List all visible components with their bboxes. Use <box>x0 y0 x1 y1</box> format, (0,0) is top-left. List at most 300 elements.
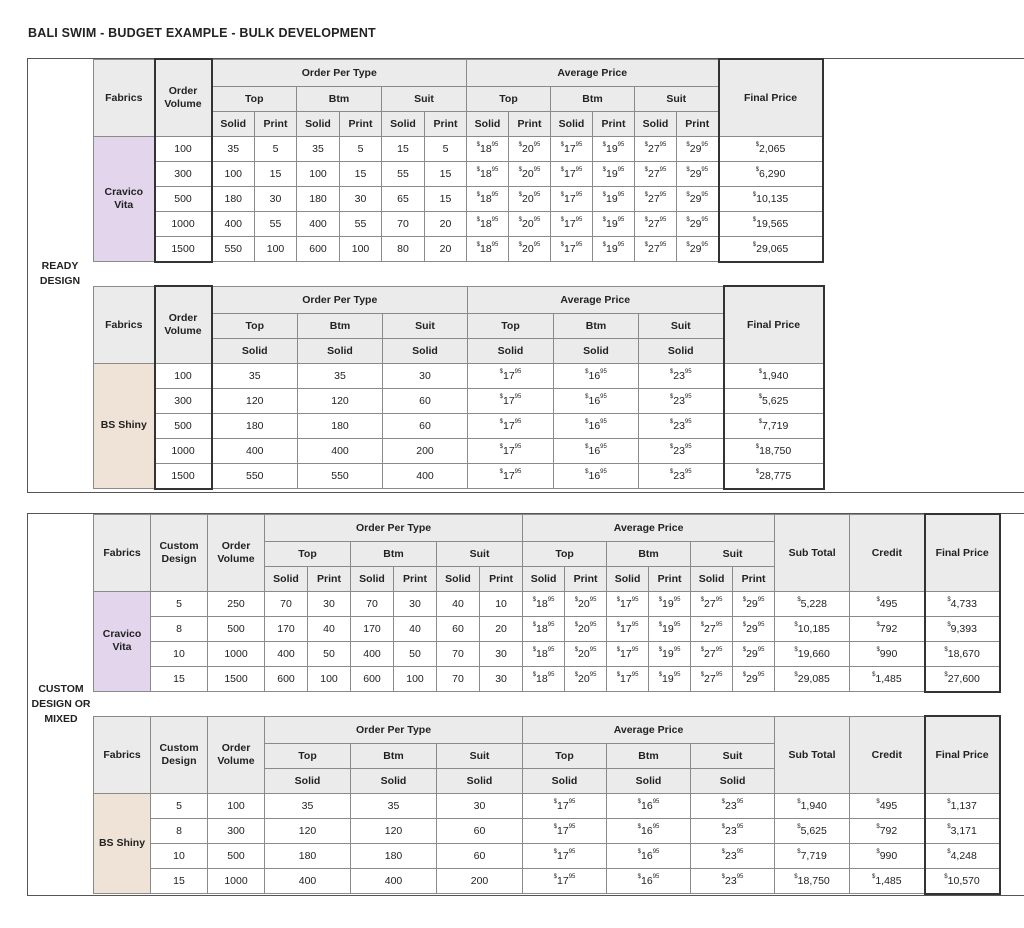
solid-header: Solid <box>351 566 394 591</box>
top-header: Top <box>212 86 297 111</box>
sub-total-cell: $7,719 <box>775 843 850 868</box>
order-volume-cell: 500 <box>208 616 265 641</box>
average-price-cell: $^{\$}17^{95}$ <box>523 793 607 818</box>
average-price-cell: $^{\$}23^{95}$ <box>691 843 775 868</box>
sub-total-cell: $5,228 <box>775 591 850 616</box>
average-price-cell: $^{\$}19^{95}$ <box>649 641 691 666</box>
order-qty-cell: 30 <box>480 666 523 692</box>
order-volume-cell: 1000 <box>155 211 212 236</box>
order-qty-cell: 120 <box>298 388 383 413</box>
order-qty-cell: 80 <box>382 236 425 262</box>
average-price-cell: $^{\$}17^{95}$ <box>468 463 554 489</box>
order-qty-cell: 100 <box>297 161 340 186</box>
order-qty-cell: 35 <box>298 363 383 388</box>
print-header: Print <box>677 111 719 136</box>
average-price-cell: $^{\$}17^{95}$ <box>551 186 593 211</box>
average-price-cell: $^{\$}29^{95}$ <box>733 616 775 641</box>
order-volume-cell: 500 <box>208 843 265 868</box>
order-qty-cell: 400 <box>351 868 437 894</box>
order-qty-cell: 60 <box>437 616 480 641</box>
solid-header: Solid <box>298 338 383 363</box>
average-price-cell: $^{\$}18^{95}$ <box>467 211 509 236</box>
order-qty-cell: 40 <box>394 616 437 641</box>
top-header: Top <box>467 86 551 111</box>
average-price-cell: $^{\$}27^{95}$ <box>635 161 677 186</box>
average-price-cell: $^{\$}20^{95}$ <box>565 666 607 692</box>
final-price-cell: $9,393 <box>925 616 1000 641</box>
average-price-cell: $^{\$}18^{95}$ <box>523 616 565 641</box>
solid-header: Solid <box>607 566 649 591</box>
average-price-cell: $^{\$}29^{95}$ <box>677 211 719 236</box>
order-qty-cell: 15 <box>425 161 467 186</box>
order-qty-cell: 400 <box>265 868 351 894</box>
table-row <box>94 666 1000 692</box>
btm-header: Btm <box>607 541 691 566</box>
sub-total-cell: $5,625 <box>775 818 850 843</box>
average-price-cell: $^{\$}18^{95}$ <box>467 236 509 262</box>
average-price-cell: $^{\$}18^{95}$ <box>523 591 565 616</box>
table-row <box>94 388 824 413</box>
average-price-cell: $^{\$}16^{95}$ <box>607 793 691 818</box>
average-price-cell: $^{\$}18^{95}$ <box>467 161 509 186</box>
custom-design-cell: 8 <box>151 616 208 641</box>
order-qty-cell: 5 <box>340 136 382 161</box>
solid-header: Solid <box>607 768 691 793</box>
table-row <box>94 363 824 388</box>
order-volume-header: Order Volume <box>208 716 265 793</box>
solid-header: Solid <box>297 111 340 136</box>
fabrics-header: Fabrics <box>94 286 155 363</box>
solid-header: Solid <box>265 566 308 591</box>
order-qty-cell: 60 <box>383 388 468 413</box>
order-volume-cell: 300 <box>155 388 212 413</box>
average-price-cell: $^{\$}17^{95}$ <box>523 818 607 843</box>
order-qty-cell: 200 <box>383 438 468 463</box>
average-price-cell: $^{\$}20^{95}$ <box>565 591 607 616</box>
fabrics-header: Fabrics <box>94 514 151 591</box>
custom-design-cell: 5 <box>151 591 208 616</box>
page-title: BALI SWIM - BUDGET EXAMPLE - BULK DEVELOPMENT <box>28 26 376 40</box>
btm-header: Btm <box>297 86 382 111</box>
average-price-cell: $^{\$}27^{95}$ <box>635 211 677 236</box>
custom-design-cell: 10 <box>151 843 208 868</box>
order-qty-cell: 550 <box>298 463 383 489</box>
average-price-header: Average Price <box>467 59 719 86</box>
final-price-header: Final Price <box>925 716 1000 793</box>
final-price-cell: $2,065 <box>719 136 823 161</box>
order-volume-header: Order Volume <box>155 286 212 363</box>
order-qty-cell: 15 <box>340 161 382 186</box>
order-volume-header: Order Volume <box>155 59 212 136</box>
credit-cell: $1,485 <box>850 868 925 894</box>
print-header: Print <box>509 111 551 136</box>
order-qty-cell: 120 <box>351 818 437 843</box>
average-price-cell: $^{\$}29^{95}$ <box>677 161 719 186</box>
order-qty-cell: 200 <box>437 868 523 894</box>
average-price-cell: $^{\$}16^{95}$ <box>554 363 639 388</box>
average-price-cell: $^{\$}19^{95}$ <box>593 211 635 236</box>
average-price-cell: $^{\$}17^{95}$ <box>468 363 554 388</box>
print-header: Print <box>649 566 691 591</box>
order-qty-cell: 70 <box>437 641 480 666</box>
suit-header: Suit <box>691 743 775 768</box>
order-volume-cell: 250 <box>208 591 265 616</box>
average-price-cell: $^{\$}16^{95}$ <box>554 388 639 413</box>
average-price-cell: $^{\$}16^{95}$ <box>607 868 691 894</box>
final-price-cell: $19,565 <box>719 211 823 236</box>
credit-cell: $792 <box>850 616 925 641</box>
order-volume-cell: 100 <box>155 136 212 161</box>
print-header: Print <box>425 111 467 136</box>
solid-header: Solid <box>468 338 554 363</box>
average-price-cell: $^{\$}17^{95}$ <box>607 591 649 616</box>
solid-header: Solid <box>437 566 480 591</box>
final-price-header: Final Price <box>925 514 1000 591</box>
sub-total-header: Sub Total <box>775 514 850 591</box>
order-qty-cell: 60 <box>437 818 523 843</box>
order-volume-cell: 1000 <box>155 438 212 463</box>
average-price-cell: $^{\$}17^{95}$ <box>607 666 649 692</box>
order-qty-cell: 20 <box>480 616 523 641</box>
order-per-type-header: Order Per Type <box>265 716 523 743</box>
solid-header: Solid <box>212 111 255 136</box>
top-header: Top <box>212 313 298 338</box>
custom-design-cell: 8 <box>151 818 208 843</box>
average-price-cell: $^{\$}19^{95}$ <box>649 591 691 616</box>
average-price-cell: $^{\$}17^{95}$ <box>607 641 649 666</box>
top-header: Top <box>265 743 351 768</box>
order-volume-cell: 300 <box>155 161 212 186</box>
order-qty-cell: 70 <box>265 591 308 616</box>
table-row <box>94 136 823 161</box>
top-header: Top <box>468 313 554 338</box>
average-price-cell: $^{\$}23^{95}$ <box>691 793 775 818</box>
order-qty-cell: 15 <box>255 161 297 186</box>
ready-bs-shiny-table <box>93 285 825 490</box>
order-qty-cell: 15 <box>382 136 425 161</box>
order-volume-cell: 1500 <box>155 463 212 489</box>
average-price-cell: $^{\$}19^{95}$ <box>593 186 635 211</box>
fabric-name: BS Shiny <box>94 363 155 489</box>
average-price-cell: $^{\$}20^{95}$ <box>509 136 551 161</box>
order-qty-cell: 180 <box>212 186 255 211</box>
average-price-cell: $^{\$}16^{95}$ <box>554 438 639 463</box>
average-price-cell: $^{\$}17^{95}$ <box>551 236 593 262</box>
order-qty-cell: 550 <box>212 463 298 489</box>
order-per-type-header: Order Per Type <box>212 59 467 86</box>
order-qty-cell: 40 <box>437 591 480 616</box>
order-volume-cell: 100 <box>208 793 265 818</box>
table-row <box>94 868 1000 894</box>
average-price-cell: $^{\$}29^{95}$ <box>733 641 775 666</box>
average-price-cell: $^{\$}17^{95}$ <box>523 843 607 868</box>
credit-cell: $495 <box>850 793 925 818</box>
order-qty-cell: 35 <box>265 793 351 818</box>
average-price-cell: $^{\$}27^{95}$ <box>635 236 677 262</box>
final-price-cell: $18,750 <box>724 438 824 463</box>
ready-design-label: READY DESIGN <box>39 260 81 287</box>
final-price-cell: $1,137 <box>925 793 1000 818</box>
print-header: Print <box>733 566 775 591</box>
order-qty-cell: 180 <box>212 413 298 438</box>
btm-header: Btm <box>298 313 383 338</box>
order-qty-cell: 170 <box>351 616 394 641</box>
average-price-cell: $^{\$}20^{95}$ <box>509 236 551 262</box>
final-price-cell: $28,775 <box>724 463 824 489</box>
print-header: Print <box>255 111 297 136</box>
average-price-cell: $^{\$}16^{95}$ <box>554 413 639 438</box>
average-price-cell: $^{\$}17^{95}$ <box>523 868 607 894</box>
suit-header: Suit <box>639 313 724 338</box>
average-price-cell: $^{\$}29^{95}$ <box>677 136 719 161</box>
final-price-cell: $10,135 <box>719 186 823 211</box>
average-price-cell: $^{\$}29^{95}$ <box>677 236 719 262</box>
sub-total-cell: $1,940 <box>775 793 850 818</box>
average-price-cell: $^{\$}20^{95}$ <box>565 616 607 641</box>
table-row <box>94 186 823 211</box>
average-price-cell: $^{\$}27^{95}$ <box>691 641 733 666</box>
fabric-name: BS Shiny <box>94 793 151 894</box>
order-qty-cell: 50 <box>308 641 351 666</box>
average-price-cell: $^{\$}17^{95}$ <box>607 616 649 641</box>
order-volume-cell: 300 <box>208 818 265 843</box>
final-price-header: Final Price <box>724 286 824 363</box>
btm-header: Btm <box>351 541 437 566</box>
final-price-cell: $3,171 <box>925 818 1000 843</box>
average-price-header: Average Price <box>468 286 724 313</box>
average-price-cell: $^{\$}27^{95}$ <box>635 186 677 211</box>
order-qty-cell: 60 <box>383 413 468 438</box>
final-price-cell: $4,248 <box>925 843 1000 868</box>
print-header: Print <box>308 566 351 591</box>
final-price-cell: $6,290 <box>719 161 823 186</box>
order-qty-cell: 100 <box>394 666 437 692</box>
order-qty-cell: 600 <box>297 236 340 262</box>
btm-header: Btm <box>607 743 691 768</box>
credit-cell: $1,485 <box>850 666 925 692</box>
solid-header: Solid <box>635 111 677 136</box>
suit-header: Suit <box>383 313 468 338</box>
average-price-cell: $^{\$}16^{95}$ <box>607 818 691 843</box>
print-header: Print <box>340 111 382 136</box>
order-volume-cell: 500 <box>155 186 212 211</box>
order-qty-cell: 400 <box>212 211 255 236</box>
ready-cravico-table <box>93 58 824 263</box>
table-row <box>94 843 1000 868</box>
order-qty-cell: 35 <box>297 136 340 161</box>
average-price-cell: $^{\$}18^{95}$ <box>523 641 565 666</box>
average-price-cell: $^{\$}17^{95}$ <box>551 136 593 161</box>
order-qty-cell: 180 <box>351 843 437 868</box>
average-price-cell: $^{\$}18^{95}$ <box>467 186 509 211</box>
table-row <box>94 641 1000 666</box>
solid-header: Solid <box>467 111 509 136</box>
table-row <box>94 413 824 438</box>
order-qty-cell: 400 <box>297 211 340 236</box>
order-qty-cell: 100 <box>212 161 255 186</box>
custom-cravico-table <box>93 513 1001 693</box>
order-qty-cell: 35 <box>212 363 298 388</box>
order-qty-cell: 600 <box>265 666 308 692</box>
average-price-cell: $^{\$}27^{95}$ <box>635 136 677 161</box>
order-qty-cell: 400 <box>265 641 308 666</box>
order-qty-cell: 400 <box>298 438 383 463</box>
order-qty-cell: 550 <box>212 236 255 262</box>
solid-header: Solid <box>382 111 425 136</box>
order-qty-cell: 600 <box>351 666 394 692</box>
average-price-cell: $^{\$}23^{95}$ <box>639 413 724 438</box>
order-qty-cell: 400 <box>351 641 394 666</box>
credit-cell: $495 <box>850 591 925 616</box>
solid-header: Solid <box>691 566 733 591</box>
average-price-cell: $^{\$}23^{95}$ <box>639 438 724 463</box>
solid-header: Solid <box>523 566 565 591</box>
order-qty-cell: 70 <box>351 591 394 616</box>
average-price-cell: $^{\$}19^{95}$ <box>649 666 691 692</box>
order-qty-cell: 30 <box>383 363 468 388</box>
average-price-cell: $^{\$}16^{95}$ <box>607 843 691 868</box>
custom-design-cell: 5 <box>151 793 208 818</box>
order-qty-cell: 70 <box>437 666 480 692</box>
average-price-header: Average Price <box>523 514 775 541</box>
credit-header: Credit <box>850 514 925 591</box>
custom-design-header: Custom Design <box>151 716 208 793</box>
final-price-cell: $18,670 <box>925 641 1000 666</box>
order-qty-cell: 60 <box>437 843 523 868</box>
solid-header: Solid <box>639 338 724 363</box>
order-qty-cell: 35 <box>351 793 437 818</box>
order-volume-header: Order Volume <box>208 514 265 591</box>
average-price-cell: $^{\$}20^{95}$ <box>509 186 551 211</box>
table-row <box>94 616 1000 641</box>
order-qty-cell: 180 <box>265 843 351 868</box>
order-qty-cell: 70 <box>382 211 425 236</box>
order-qty-cell: 55 <box>382 161 425 186</box>
average-price-cell: $^{\$}18^{95}$ <box>467 136 509 161</box>
average-price-cell: $^{\$}20^{95}$ <box>509 211 551 236</box>
order-qty-cell: 30 <box>308 591 351 616</box>
order-volume-cell: 1500 <box>208 666 265 692</box>
average-price-cell: $^{\$}16^{95}$ <box>554 463 639 489</box>
suit-header: Suit <box>437 541 523 566</box>
average-price-cell: $^{\$}20^{95}$ <box>565 641 607 666</box>
average-price-header: Average Price <box>523 716 775 743</box>
order-volume-cell: 1000 <box>208 868 265 894</box>
average-price-cell: $^{\$}17^{95}$ <box>468 438 554 463</box>
custom-design-cell: 15 <box>151 868 208 894</box>
solid-header: Solid <box>551 111 593 136</box>
order-qty-cell: 65 <box>382 186 425 211</box>
top-header: Top <box>523 743 607 768</box>
final-price-cell: $10,570 <box>925 868 1000 894</box>
table-row <box>94 236 823 262</box>
order-qty-cell: 400 <box>383 463 468 489</box>
sub-total-cell: $29,085 <box>775 666 850 692</box>
print-header: Print <box>565 566 607 591</box>
solid-header: Solid <box>691 768 775 793</box>
average-price-cell: $^{\$}19^{95}$ <box>649 616 691 641</box>
order-qty-cell: 120 <box>265 818 351 843</box>
order-qty-cell: 180 <box>298 413 383 438</box>
solid-header: Solid <box>437 768 523 793</box>
average-price-cell: $^{\$}29^{95}$ <box>677 186 719 211</box>
average-price-cell: $^{\$}23^{95}$ <box>691 818 775 843</box>
order-qty-cell: 5 <box>255 136 297 161</box>
order-qty-cell: 30 <box>255 186 297 211</box>
average-price-cell: $^{\$}17^{95}$ <box>551 161 593 186</box>
print-header: Print <box>593 111 635 136</box>
order-qty-cell: 30 <box>480 641 523 666</box>
order-qty-cell: 55 <box>340 211 382 236</box>
top-header: Top <box>265 541 351 566</box>
credit-header: Credit <box>850 716 925 793</box>
custom-design-header: Custom Design <box>151 514 208 591</box>
print-header: Print <box>394 566 437 591</box>
order-volume-cell: 500 <box>155 413 212 438</box>
final-price-cell: $29,065 <box>719 236 823 262</box>
final-price-cell: $27,600 <box>925 666 1000 692</box>
average-price-cell: $^{\$}18^{95}$ <box>523 666 565 692</box>
sub-total-cell: $10,185 <box>775 616 850 641</box>
average-price-cell: $^{\$}23^{95}$ <box>639 463 724 489</box>
order-volume-cell: 1000 <box>208 641 265 666</box>
custom-design-cell: 10 <box>151 641 208 666</box>
order-volume-cell: 1500 <box>155 236 212 262</box>
btm-header: Btm <box>551 86 635 111</box>
order-qty-cell: 170 <box>265 616 308 641</box>
order-qty-cell: 20 <box>425 236 467 262</box>
credit-cell: $792 <box>850 818 925 843</box>
average-price-cell: $^{\$}20^{95}$ <box>509 161 551 186</box>
average-price-cell: $^{\$}27^{95}$ <box>691 591 733 616</box>
table-row <box>94 591 1000 616</box>
average-price-cell: $^{\$}19^{95}$ <box>593 161 635 186</box>
order-qty-cell: 30 <box>340 186 382 211</box>
credit-cell: $990 <box>850 843 925 868</box>
table-row <box>94 211 823 236</box>
solid-header: Solid <box>554 338 639 363</box>
solid-header: Solid <box>351 768 437 793</box>
custom-design-label: CUSTOM DESIGN OR MIXED <box>31 683 91 725</box>
order-qty-cell: 400 <box>212 438 298 463</box>
table-row <box>94 463 824 489</box>
average-price-cell: $^{\$}23^{95}$ <box>639 388 724 413</box>
average-price-cell: $^{\$}29^{95}$ <box>733 666 775 692</box>
order-qty-cell: 55 <box>255 211 297 236</box>
order-volume-cell: 100 <box>155 363 212 388</box>
table-row <box>94 161 823 186</box>
fabrics-header: Fabrics <box>94 59 155 136</box>
average-price-cell: $^{\$}27^{95}$ <box>691 616 733 641</box>
suit-header: Suit <box>635 86 719 111</box>
order-qty-cell: 180 <box>297 186 340 211</box>
order-qty-cell: 15 <box>425 186 467 211</box>
final-price-cell: $1,940 <box>724 363 824 388</box>
order-qty-cell: 30 <box>394 591 437 616</box>
btm-header: Btm <box>554 313 639 338</box>
average-price-cell: $^{\$}17^{95}$ <box>468 413 554 438</box>
top-header: Top <box>523 541 607 566</box>
solid-header: Solid <box>265 768 351 793</box>
final-price-cell: $4,733 <box>925 591 1000 616</box>
order-qty-cell: 30 <box>437 793 523 818</box>
suit-header: Suit <box>691 541 775 566</box>
order-qty-cell: 100 <box>308 666 351 692</box>
sub-total-header: Sub Total <box>775 716 850 793</box>
average-price-cell: $^{\$}27^{95}$ <box>691 666 733 692</box>
table-row <box>94 793 1000 818</box>
order-qty-cell: 5 <box>425 136 467 161</box>
